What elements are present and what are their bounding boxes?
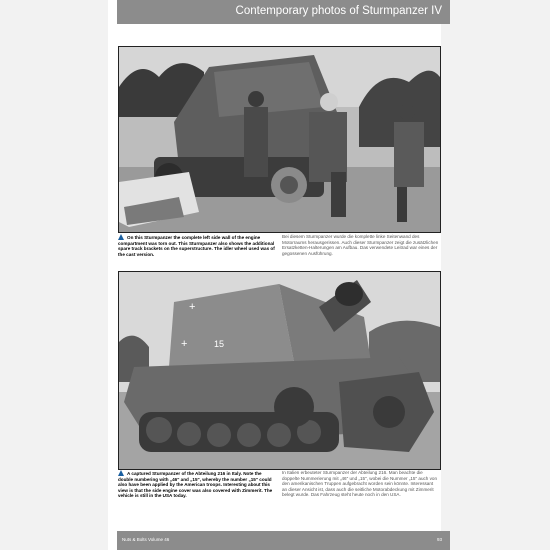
caption-arrow-icon <box>118 470 124 476</box>
photo-top <box>118 46 441 233</box>
photo-bottom-caption-en: A captured Sturmpanzer of the Abteilung 216 in Italy. Note the double numbering with „46" and „15", whereby the number „15" could also have been applied by the American troops. Interesting about this view is that the side engine cover was also covered with Zimmerit. The vehicle is still in the USA today. <box>118 471 273 499</box>
caption-arrow-icon <box>118 234 124 240</box>
page <box>108 0 441 550</box>
svg-text:+: + <box>189 301 196 313</box>
page-footer <box>117 531 450 550</box>
photo-top-image <box>119 47 440 232</box>
svg-text:+: + <box>181 338 188 350</box>
photo-top-caption-de: Bei diesem Sturmpanzer wurde die komplette linke Seitenwand des Motorraums herausgerissen. Auch dieser Sturmpanzer zeigt die zusätzlichen Ersatzketten-Halterungen am Aufbau. Das verwendete Leitrad war eines der gegossenen Ausführung. <box>282 234 439 256</box>
page-number: 93 <box>436 537 442 542</box>
photo-bottom-image <box>119 272 440 469</box>
marking-number-text: 15 <box>214 339 225 349</box>
footer-publication: Nuts & Bolts Volume 46 <box>122 537 170 542</box>
photo-bottom-caption-de: In Italien erbeuteter Sturmpanzer der Abteilung 216. Man beachte die doppelte Nummerierung mit „46" und „15", wobei die Nummer „15" auch von den amerikanischen Truppen aufgebracht worden sein könnte. Interessant an dieser Ansicht ist, dass auch die seitliche Motorabdeckung mit Zimmerit belegt wurde. Das Fahrzeug steht heute noch in den USA. <box>282 470 438 498</box>
photo-bottom <box>118 271 441 470</box>
header-title: Contemporary photos of Sturmpanzer IV <box>235 5 442 17</box>
photo-top-caption-en: On this Sturmpanzer the complete left side wall of the engine compartment was torn out. This Sturmpanzer also shows the additional spare track brackets on the superstructure. The idler wheel used was of the cast version. <box>118 235 275 257</box>
page-header <box>117 0 450 24</box>
